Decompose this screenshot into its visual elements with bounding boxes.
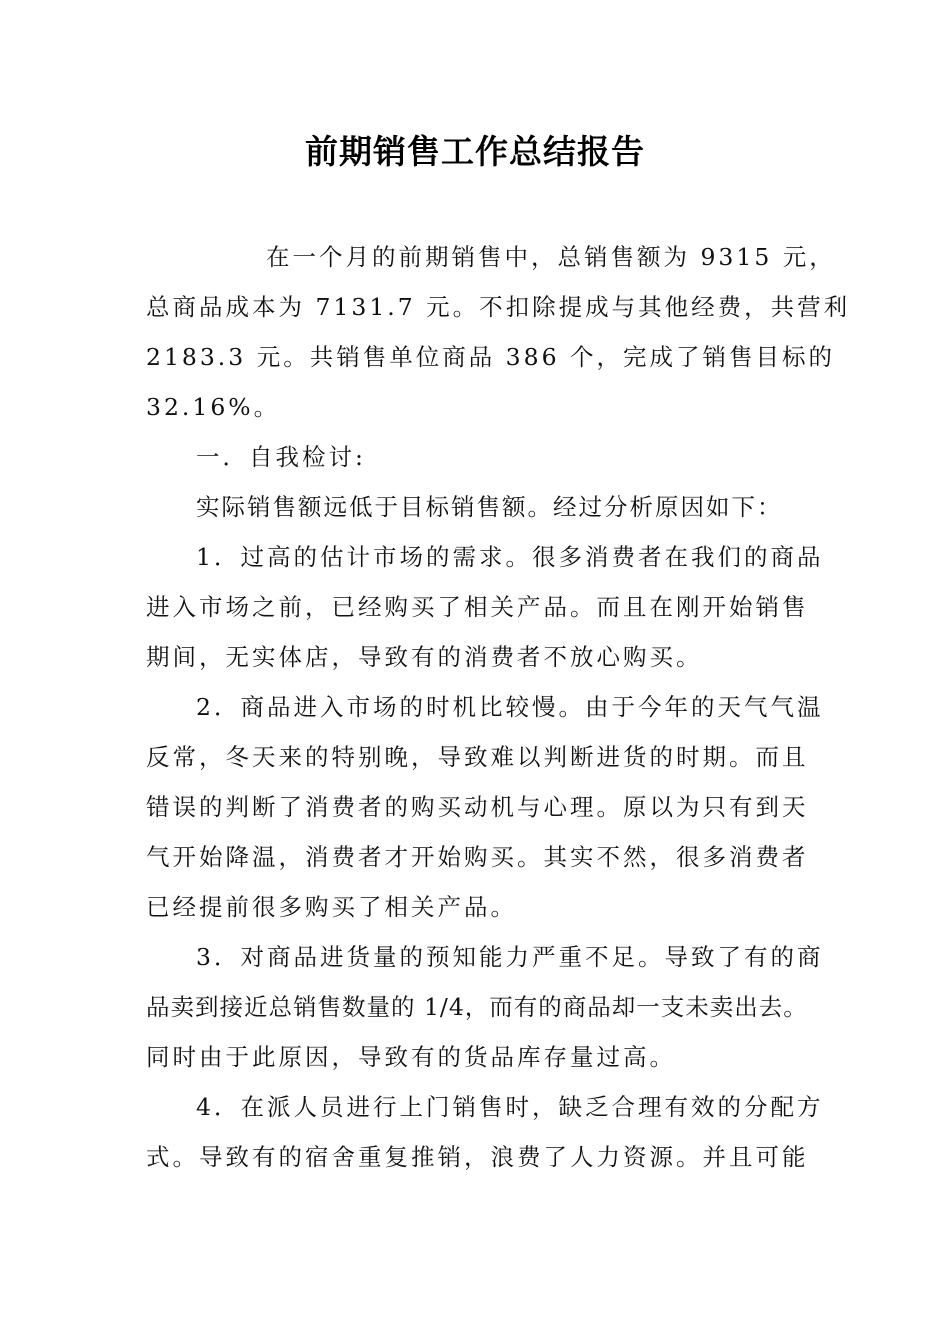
- list-item-line: 3．对商品进货量的预知能力严重不足。导致了有的商: [196, 943, 824, 971]
- paragraph-line: 2183.3 元。共销售单位商品 386 个，完成了销售目标的: [146, 343, 835, 371]
- list-item-line: 式。导致有的宿舍重复推销，浪费了人力资源。并且可能: [146, 1143, 809, 1171]
- list-item-line: 4．在派人员进行上门销售时，缺乏合理有效的分配方: [196, 1093, 824, 1121]
- paragraph-line: 在一个月的前期销售中，总销售额为 9315 元，: [266, 243, 836, 271]
- list-item-line: 已经提前很多购买了相关产品。: [146, 893, 517, 921]
- list-item-line: 1．过高的估计市场的需求。很多消费者在我们的商品: [196, 543, 824, 571]
- paragraph-line: 实际销售额远低于目标销售额。经过分析原因如下：: [196, 493, 783, 521]
- list-item-line: 品卖到接近总销售数量的 1/4，而有的商品却一支未卖出去。: [146, 993, 808, 1021]
- list-item-line: 反常，冬天来的特别晚，导致难以判断进货的时期。而且: [146, 743, 809, 771]
- list-item-line: 进入市场之前，已经购买了相关产品。而且在刚开始销售: [146, 593, 809, 621]
- list-item-line: 2．商品进入市场的时机比较慢。由于今年的天气气温: [196, 693, 824, 721]
- list-item-line: 气开始降温，消费者才开始购买。其实不然，很多消费者: [146, 843, 809, 871]
- list-item-line: 期间，无实体店，导致有的消费者不放心购买。: [146, 643, 703, 671]
- paragraph-line: 总商品成本为 7131.7 元。不扣除提成与其他经费，共营利: [146, 293, 851, 321]
- list-item-line: 错误的判断了消费者的购买动机与心理。原以为只有到天: [146, 793, 809, 821]
- list-item-line: 同时由于此原因，导致有的货品库存量过高。: [146, 1043, 676, 1071]
- document-title: 前期销售工作总结报告: [305, 132, 645, 171]
- section-heading: 一．自我检讨:: [196, 443, 366, 471]
- paragraph-line: 32.16%。: [146, 393, 281, 421]
